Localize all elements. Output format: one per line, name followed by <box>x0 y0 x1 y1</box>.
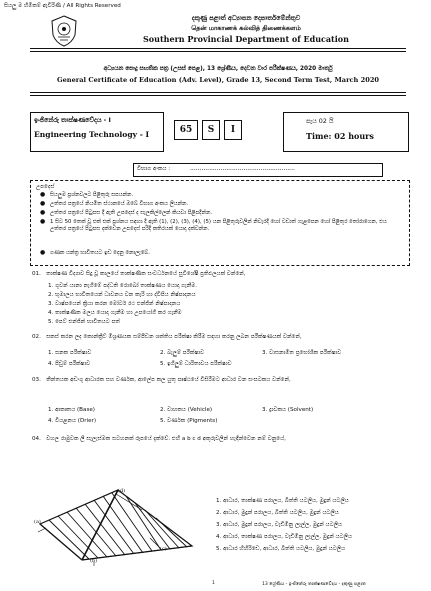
bullet-icon: ● <box>40 191 46 198</box>
question-1-option-3[interactable]: 3. වාෂ්පයෙන් ක්‍රියා කරන මෝටර් රථ එන්ජින් නිෂ්පාදනය <box>48 301 181 307</box>
instruction-item: සියලුම ප්‍රශ්නවලට පිළිතුරු සපයන්න. <box>50 192 134 198</box>
question-number: 03. <box>32 377 41 383</box>
rights-notice: සියලු ම හිමිකම් ඇවිරිණි / All Rights Reserved <box>4 3 121 9</box>
question-4-option-5[interactable]: 5. ආධාර හිහිරිඩෙ, ආධාර, බිත්ති යටලිය, මුදුන් යටලිය <box>216 546 346 552</box>
question-3-option-2[interactable]: 2. වාහකය (Vehicle) <box>160 407 213 413</box>
header-divider-thin <box>30 51 406 52</box>
question-3-option-5[interactable]: 5. වර්ණක (Pigments) <box>160 418 218 424</box>
pointer-c <box>150 538 160 548</box>
question-2 <box>32 334 412 341</box>
instruction-item: උත්තර පත්‍රයේ නියමිත ස්ථානයේ ඔබේ විභාග අංකය ලියන්න. <box>50 201 189 207</box>
question-1-option-1[interactable]: 1. ගුවන් යානා නැගීමේ පද්ධති රොබෝ තාක්ෂණය යොදා ගැනීම. <box>48 283 198 289</box>
question-text: තීන්තයක අඩංගු ආධාරක සහ වර්ණක, ආලේප කල යුතු පෘෂ්ඨයේ විසිරීමට ආධාර වන සංඝටකය වන්නේ, <box>46 377 291 383</box>
question-text: සකස් කරන ලද කොන්ක්‍රීට් මිශ්‍රණයක සම්පීඩන ශක්තිය පරීක්ෂා කිරීම සඳහා කරනු ලබන පරීක්ෂණයක් වන්නේ, <box>46 334 302 340</box>
question-4-option-1[interactable]: 1. ආධාර, තාක්ෂණ පරාලය, බිත්ති යටලිය, මුදුන් යටලිය <box>216 498 349 504</box>
question-number: 02. <box>32 334 41 340</box>
question-text: තාක්ෂණ විද්‍යාව සිදු වූ කාලයේ තාක්ෂණික සංවර්ධනයේ සුවිශේෂී ප්‍රතිඵලයක් වන්නේ, <box>46 271 246 277</box>
subject-english: Engineering Technology - I <box>34 130 150 139</box>
question-2-option-3[interactable]: 3. වාසනාමිත ප්‍රභෝශික පරීක්ෂාව <box>262 350 342 356</box>
question-number: 01. <box>32 271 41 277</box>
subject-code-i: I <box>224 120 242 140</box>
subject-code-s: S <box>202 120 220 140</box>
index-number-field[interactable]: ....................................................... <box>190 165 295 172</box>
instruction-item: උත්තර පත්‍රයේ පිටුපස දී ඇති උපදෙස් ද සැලකිල්ලෙන් කියවා පිළිපදින්න. <box>50 210 213 216</box>
subject-sinhala: ඉංජිනේරු තාක්ෂණවේදය - I <box>34 116 111 124</box>
figure-label-b: (b) <box>90 558 98 564</box>
footer-text: 13 ශ්‍රේණිය - ඉංජිනේරු තාක්ෂණවේදය - දකුණු පළාත <box>262 582 366 587</box>
question-2-option-2[interactable]: 2. බැලුම් පරීක්ෂාව <box>160 350 205 356</box>
duration-english: Time: 02 hours <box>306 131 374 141</box>
exam-divider <box>30 92 406 93</box>
exam-divider-thick <box>30 95 406 96</box>
roof-outline <box>40 490 192 560</box>
pointer-a <box>38 528 46 532</box>
department-seal-icon <box>50 15 78 47</box>
question-1-option-2[interactable]: 2. භූමාලය භාවිතයෙන් ධාවනය වන කැරි හා ද්වීපිය නිෂ්පාදනය <box>48 292 196 298</box>
question-3-option-1[interactable]: 1. ආකෘතය (Base) <box>48 407 95 413</box>
figure-label-a: (a) <box>34 519 41 525</box>
duration-sinhala: පැය 02 යි <box>306 117 334 125</box>
bullet-icon: ● <box>40 218 46 225</box>
question-4-option-2[interactable]: 2. ආධාර, මුදුන් පරාලය, බිත්ති යටලිය, මුදුන් යටලිය <box>216 510 339 516</box>
wall-plate-left <box>40 524 82 560</box>
question-3-option-3[interactable]: 3. ද්‍රාවකය (Solvent) <box>262 407 314 413</box>
instruction-item: 1 සිට 50 තෙක් වූ එක් එක් ප්‍රශ්නය සඳහා දී ඇති (1), (2), (3), (4), (5) යන පිළිතුරුවලින් නිවැරදි හෝ වඩාත් ගැළපෙන හෝ පිළිතුර තෝරාගෙන, එය උත්තර පත්‍රයේ පිටුපස දක්වෙන උපදෙස් පරිදි කතිරයක් යොදා දක්වන්න. <box>50 219 387 232</box>
exam-title-english: General Certificate of Education (Adv. Level), Grade 13, Second Term Test, March 2020 <box>56 76 379 84</box>
question-number: 04. <box>32 436 41 442</box>
question-2-option-1[interactable]: 1. ඝනක පරීක්ෂාව <box>48 350 92 356</box>
question-4-option-4[interactable]: 4. ආධාර, තාක්ෂණ පරාලය, වැඩිමිනු ලෑල්ල, මුදුන් යටලිය <box>216 534 352 540</box>
subject-code-number: 65 <box>174 120 198 140</box>
header-tamil: தென் மாகாணக் கல்வித் திணைக்களம் <box>191 24 301 32</box>
pointer-d <box>116 494 142 510</box>
index-number-label: විභාග අංකය : <box>137 166 171 172</box>
bullet-icon: ● <box>40 200 46 207</box>
question-3-option-4[interactable]: 4. වියළනය (Drier) <box>48 418 97 424</box>
question-4-option-3[interactable]: 3. ආධාර, මුදුන් පරාලය, වැඩිමිනු ලෑල්ල, මුදුන් යටලිය <box>216 522 343 528</box>
question-1-option-4[interactable]: 4. තාක්ෂණික මලය යොදා ගැනීම හා උපයෝගී කර ගැනීම <box>48 310 182 316</box>
question-1 <box>32 271 412 278</box>
figure-label-d: (d) <box>118 488 126 494</box>
bullet-icon: ● <box>40 209 46 216</box>
question-text: වහල රාමුවක ලී සැලැස්මක සටහනක් රූපයේ දැක්වේ. එහි a b c d අකුරුවලින් හැඳින්වෙන නම් වනුයේ, <box>46 436 286 442</box>
exam-title-sinhala: අධ්‍යයන පොදු සහතික පත්‍ර (උසස් පෙළ), 13 ශ්‍රේණිය, දෙවන වාර පරීක්ෂණය, 2020 මාර්තු <box>103 66 333 72</box>
bullet-icon: ● <box>40 249 46 256</box>
header-english: Southern Provincial Department of Education <box>143 34 349 44</box>
question-3 <box>32 377 402 384</box>
page-number: 1 <box>212 581 215 586</box>
question-1-option-5[interactable]: 5. පෙට් එන්ජින් භාවිතයට පත් <box>48 319 120 325</box>
roof-frame-figure <box>32 450 212 570</box>
header-divider <box>30 48 406 49</box>
question-2-option-4[interactable]: 4. පිඩුම් පරීක්ෂාව <box>48 361 91 367</box>
instructions-heading: උපදෙස් <box>36 184 55 190</box>
question-4 <box>32 436 412 443</box>
instruction-item: ගණක යන්ත්‍ර භාවිතයට ඉඩ දෙනු නොලැබේ. <box>50 250 150 256</box>
header-sinhala: දකුණු පළාත් අධ්‍යාපන දෙපාර්තමේන්තුව <box>191 14 301 22</box>
figure-label-c: (c) <box>160 546 167 552</box>
question-2-option-5[interactable]: 5. ඉගිලුම් ධාරිතාවය පරීක්ෂාව <box>160 361 232 367</box>
